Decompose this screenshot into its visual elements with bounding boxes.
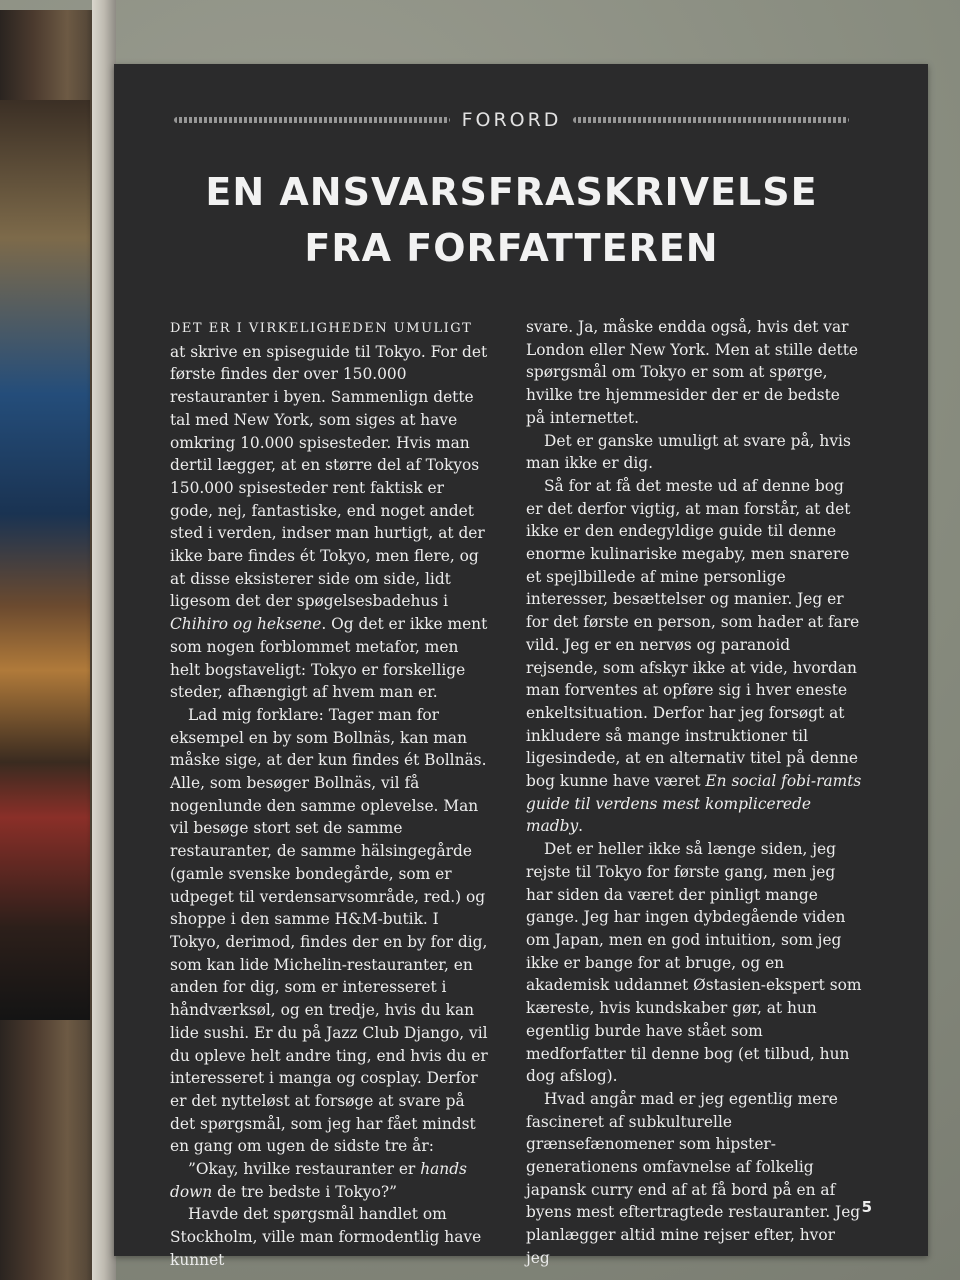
section-header: [174, 108, 849, 132]
lead-in: DET ER I VIRKELIGHEDEN UMULIGT: [170, 321, 473, 336]
quote-text: ”Okay, hvilke restauranter er: [188, 1160, 421, 1179]
quote-text: de tre bedste i Tokyo?”: [212, 1182, 397, 1201]
page-edge: [92, 0, 116, 1280]
divider-line-left: [174, 117, 450, 123]
page-number: 5: [861, 1198, 872, 1216]
book-page: [114, 64, 928, 1269]
street-photo: [0, 100, 90, 1020]
book-title: Chihiro og heksene: [170, 615, 322, 634]
title-line-1: EN ANSVARSFRASKRIVELSE: [205, 170, 818, 214]
text-column-right: [526, 316, 863, 1270]
chapter-title: [154, 164, 869, 276]
alt-title: En social fobi-ramts guide til verdens mest komplicerede madby: [526, 772, 862, 836]
paragraph-text: Så for at få det meste ud af denne bog er det derfor vigtig, at man forstår, at det ikke er den endegyldige guide til denne enorme kulinariske megaby, men snarere et spejlbillede af mine personlige interesser, besættelser og manier. Jeg er for det første en person, som hader at fare vild. Jeg er en nervøs og paranoid rejsende, som afskyr ikke at vide, hvordan man forventes at opføre sig i hver eneste enkeltsituation. Derfor har jeg forsøgt at inkludere så mange instruktioner til ligesindede, at en alternativ titel på denne bog kunne have været: [526, 476, 860, 791]
paragraph: [170, 316, 490, 704]
paragraph-text: . Og det er ikke ment som nogen forblommet metafor, men helt bogstaveligt: Tokyo er forskellige steder, afhængigt af hvem man er.: [170, 615, 488, 702]
paragraph: Hvad angår mad er jeg egentlig mere fascineret af subkulturelle grænsefænomener som hipster-generationens omfavnelse af folkelig japansk curry end af at få bord på en af byens mest eftertragtede restauranter. Jeg planlægger altid mine rejser efter, hvor jeg: [526, 1089, 861, 1267]
paragraph-text: at skrive en spiseguide til Tokyo. For det første findes der over 150.000 restauranter i byen. Sammenlign dette tal med New York, som siges at have omkring 10.000 spisesteder. Hvis man dertil lægger, at en større del af Tokyos 150.000 spisesteder rent faktisk er gode, nej, fantastiske, end noget andet sted i verden, indser man hurtigt, at der ikke bare findes ét Tokyo, men flere, og at disse eksisterer side om side, lidt ligesom det der spøgelsesbadehus i: [170, 342, 488, 611]
text-column-left: [170, 316, 490, 1272]
paragraph: Lad mig forklare: Tager man for eksempel en by som Bollnäs, kan man måske sige, at der kun findes ét Bollnäs. Alle, som besøger Bollnäs, vil få nogenlunde den samme oplevelse. Man vil besøge stort set de samme restauranter, de samme hälsingegårde (gamle svenske bondegårde, som er udpeget til verdensarvsområde, red.) og shoppe i den samme H&M-butik. I Tokyo, derimod, findes der en by for dig, som kan lide Michelin-restauranter, en anden for dig, som er interesseret i håndværksøl, og en tredje, hvis du kan lide sushi. Er du på Jazz Club Django, vil du opleve helt andre ting, end hvis du er interesseret i manga og cosplay. Derfor er det nytteløst at forsøge at svare på det spørgsmål, som jeg har fået mindst en gang om ugen de sidste tre år:: [170, 705, 488, 1156]
paragraph: svare. Ja, måske endda også, hvis det var London eller New York. Men at stille dette spørgsmål om Tokyo er som at spørge, hvilke tre hjemmesider der er de bedste på internettet.: [526, 318, 859, 427]
quote-emphasis: hands down: [170, 1160, 467, 1201]
divider-line-right: [573, 117, 849, 123]
paragraph: [526, 475, 863, 838]
section-label: FORORD: [461, 109, 562, 131]
paragraph: Havde det spørgsmål handlet om Stockholm, ville man formodentlig have kunnet: [170, 1205, 482, 1269]
title-line-2: FRA FORFATTEREN: [304, 226, 719, 270]
paragraph: Det er ganske umuligt at svare på, hvis man ikke er dig.: [526, 431, 851, 473]
paragraph: Det er heller ikke så længe siden, jeg rejste til Tokyo for første gang, men jeg har siden da været der pinligt mange gange. Jeg har ingen dybdegående viden om Japan, men en god intuition, som jeg ikke er bange for at bruge, og en akademisk uddannet Østasien-ekspert som kæreste, hvis kundskaber gør, at hun egentlig burde have stået som medforfatter til denne bog (et tilbud, hun dog afslog).: [526, 840, 862, 1086]
paragraph-text: .: [578, 817, 584, 836]
quote-paragraph: [170, 1158, 490, 1203]
